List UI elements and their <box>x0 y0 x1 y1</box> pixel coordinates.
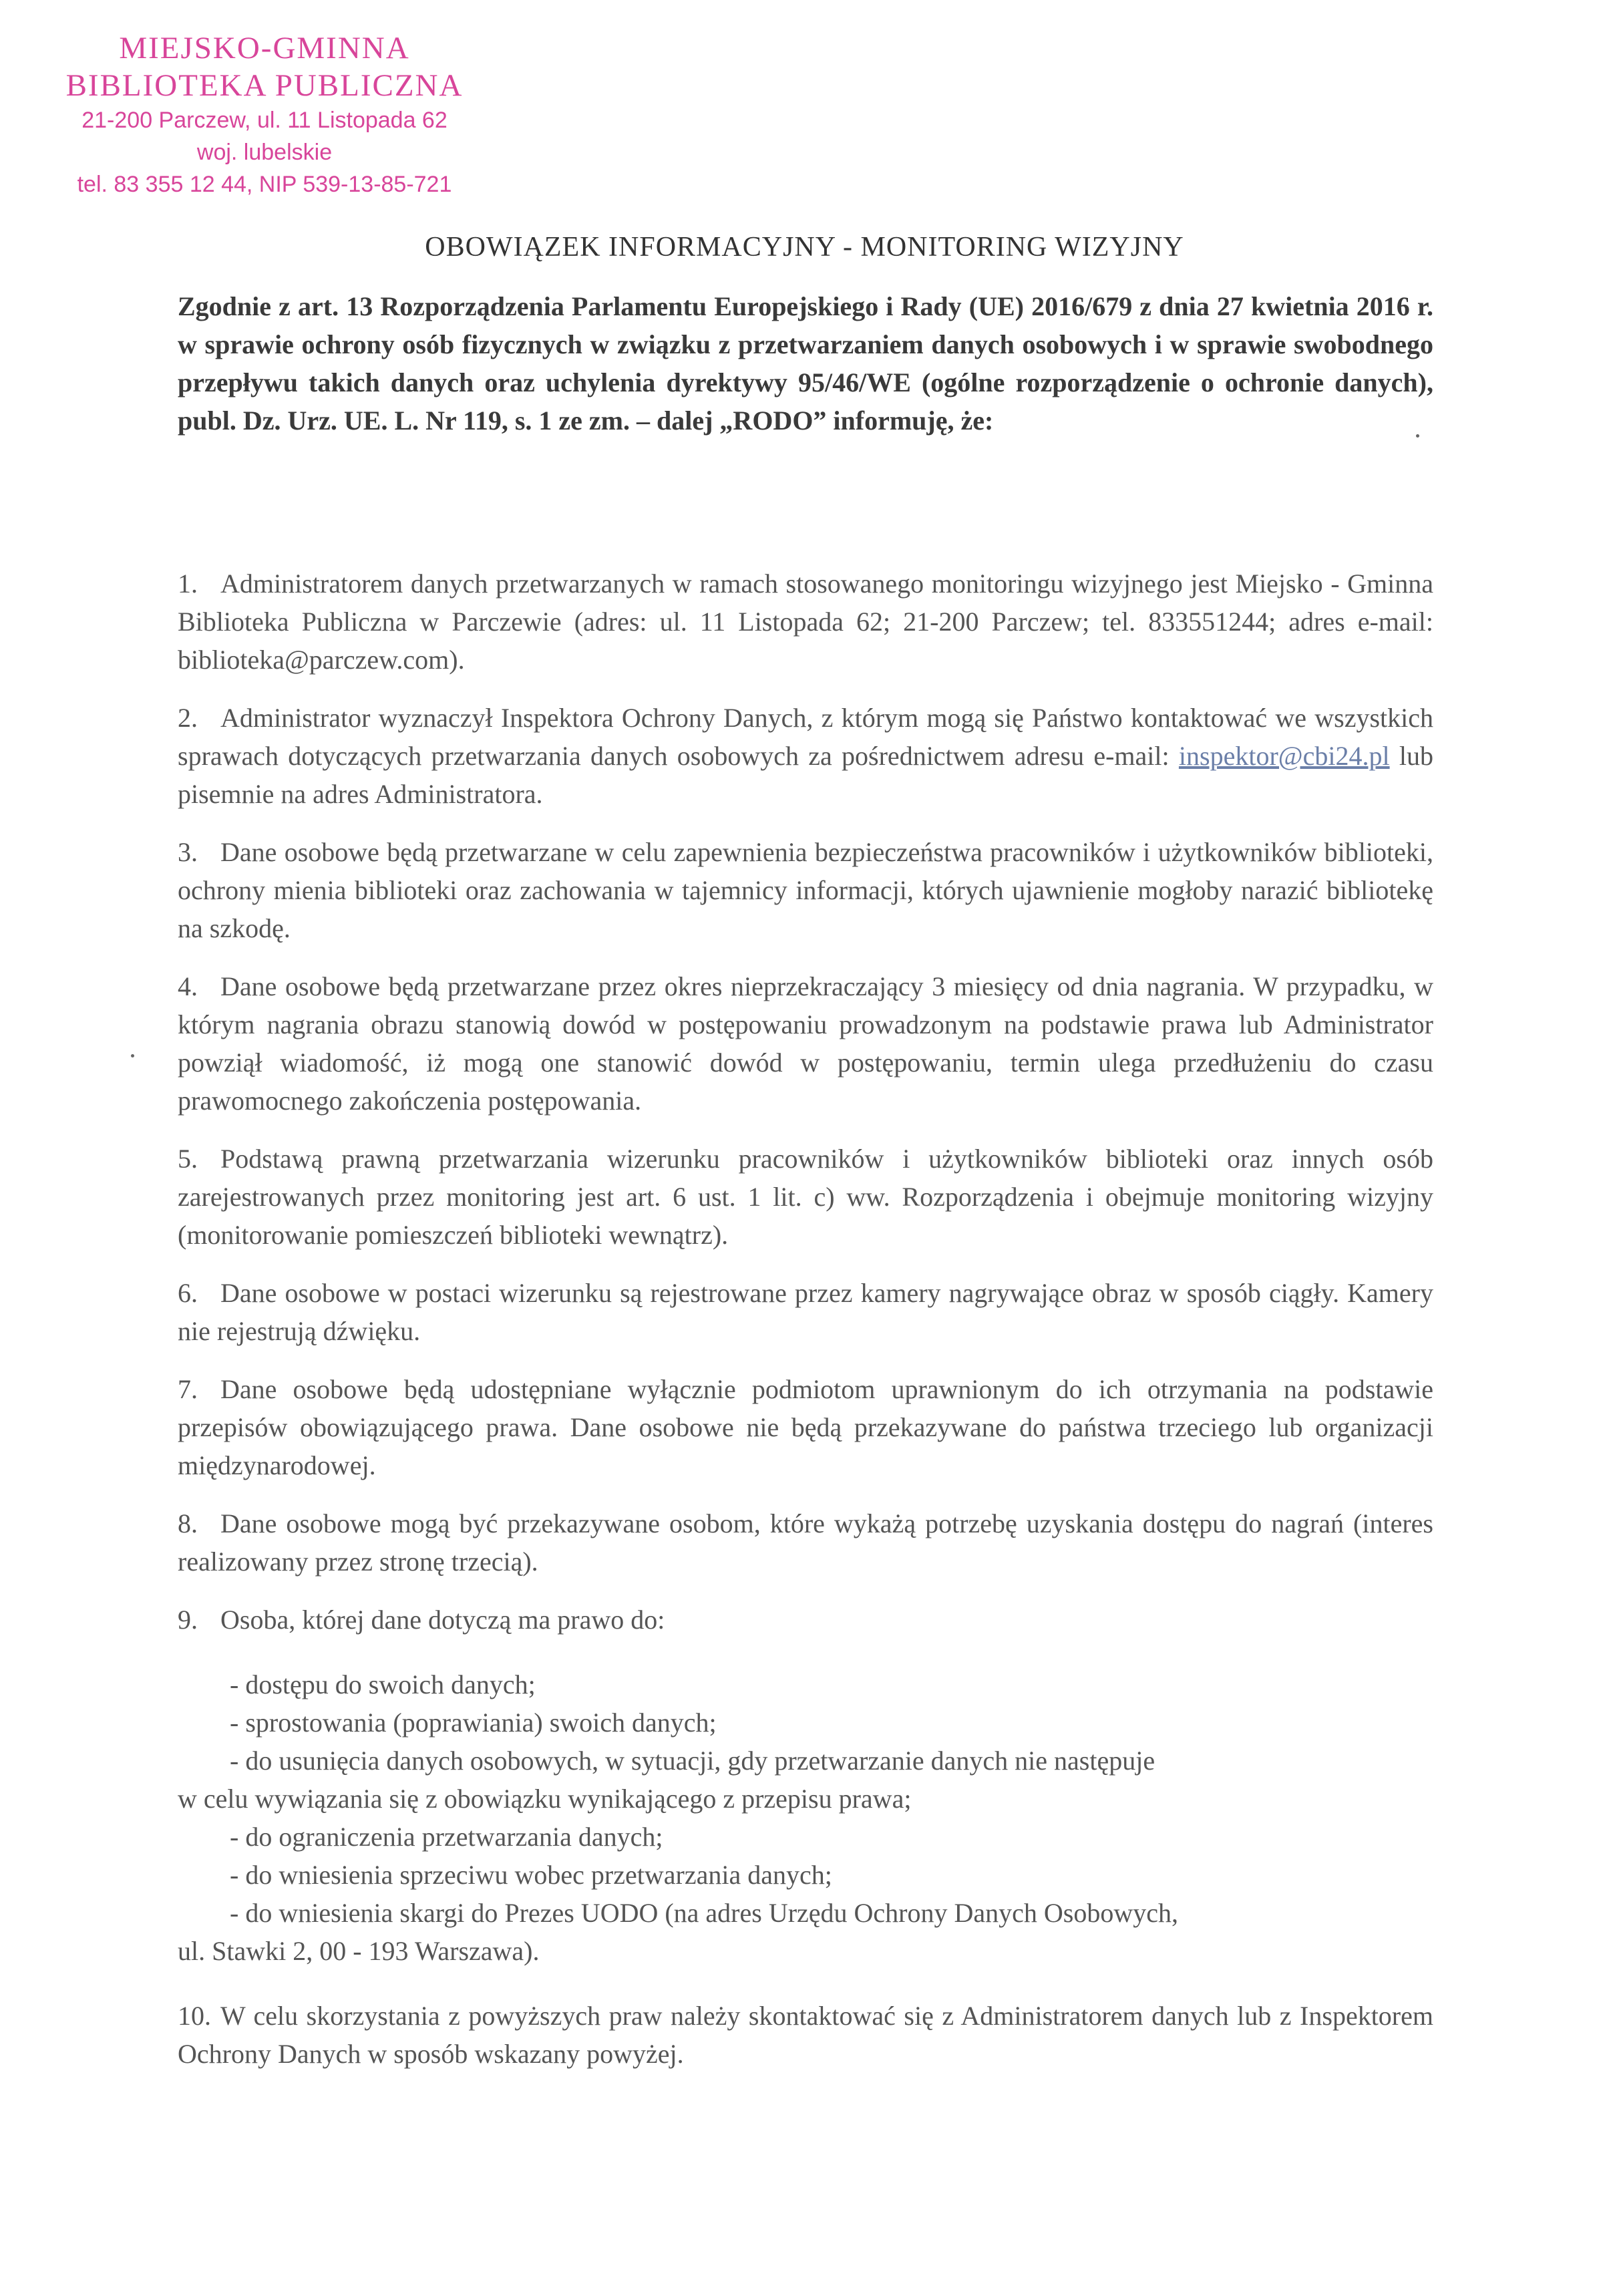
right-item: - do ograniczenia przetwarzania danych; <box>230 1822 663 1852</box>
list-item <box>178 699 1433 813</box>
list-item <box>178 1504 1433 1581</box>
stamp-org-line-2: BIBLIOTEKA PUBLICZNA <box>65 68 464 103</box>
right-item: - do wniesienia skargi do Prezes UODO (na adres Urzędu Ochrony Danych Osobowych, <box>230 1898 1178 1928</box>
item-text: Dane osobowe w postaci wizerunku są rejestrowane przez kamery nagrywające obraz w sposób ciągły. Kamery nie rejestrują dźwięku. <box>178 1278 1433 1346</box>
scan-speck <box>1416 434 1419 438</box>
right-item: - dostępu do swoich danych; <box>230 1669 536 1699</box>
item-text-end: lub pisemnie na adres Administratora. <box>178 741 1433 809</box>
item-number: 2. <box>178 703 198 733</box>
stamp-org-line-1: MIEJSKO-GMINNA <box>119 31 410 65</box>
scan-speck <box>131 1054 134 1057</box>
list-item <box>178 564 1433 679</box>
item-number: 6. <box>178 1278 198 1308</box>
dpo-email-link[interactable]: inspektor@cbi24.pl <box>1178 741 1390 771</box>
item-text: Dane osobowe będą przetwarzane przez okres nieprzekraczający 3 miesięcy od dnia nagrania. W przypadku, w którym nagrania obrazu stanowią dowód w postępowaniu prowadzonym na podstawie prawa lub Administrator powziął wiadomość, iż mogą one stanowić dowód w postępowaniu, termin ulega przedłużeniu do czasu prawomocnego zakończenia postępowania. <box>178 971 1433 1116</box>
item-text: Administrator wyznaczył Inspektora Ochrony Danych, z którym mogą się Państwo kontaktować we wszystkich sprawach dotyczących przetwarzania danych osobowych za pośrednictwem adresu e-mail: <box>178 703 1433 771</box>
right-item: - do usunięcia danych osobowych, w sytuacji, gdy przetwarzanie danych nie następuje <box>230 1746 1155 1776</box>
item-text: Dane osobowe będą przetwarzane w celu zapewnienia bezpieczeństwa pracowników i użytkowników biblioteki, ochrony mienia biblioteki oraz zachowania w tajemnicy informacji, których ujawnienie mogłoby narazić bibliotekę na szkodę. <box>178 837 1433 943</box>
item-text: Podstawą prawną przetwarzania wizerunku pracowników i użytkowników biblioteki oraz innych osób zarejestrowanych przez monitoring jest art. 6 ust. 1 lit. c) ww. Rozporządzenia i obejmuje monitoring wizyjny (monitorowanie pomieszczeń biblioteki wewnątrz). <box>178 1144 1433 1250</box>
list-item <box>178 1601 1433 1639</box>
right-item: - do wniesienia sprzeciwu wobec przetwarzania danych; <box>230 1860 832 1890</box>
stamp-contact: tel. 83 355 12 44, NIP 539-13-85-721 <box>77 172 452 197</box>
item-number: 4. <box>178 971 198 1001</box>
item-text: Osoba, której dane dotyczą ma prawo do: <box>220 1605 665 1635</box>
item-number: 1. <box>178 568 198 599</box>
intro-paragraph: Zgodnie z art. 13 Rozporządzenia Parlamentu Europejskiego i Rady (UE) 2016/679 z dnia 27 kwietnia 2016 r. w sprawie ochrony osób fizycznych w związku z przetwarzaniem danych osobowych i w sprawie swobodnego przepływu takich danych oraz uchylenia dyrektywy 95/46/WE (ogólne rozporządzenie o ochronie danych), publ. Dz. Urz. UE. L. Nr 119, s. 1 ze zm. – dalej „RODO” informuję, że: <box>178 291 1433 436</box>
document-title: OBOWIĄZEK INFORMACYJNY - MONITORING WIZYJNY <box>425 232 1184 263</box>
rights-list <box>178 1665 1433 1970</box>
item-number: 3. <box>178 837 198 867</box>
list-item <box>178 833 1433 947</box>
stamp-region: woj. lubelskie <box>196 140 333 165</box>
stamp-address: 21-200 Parczew, ul. 11 Listopada 62 <box>81 108 448 133</box>
list-item <box>178 967 1433 1120</box>
numbered-list <box>178 564 1433 2093</box>
item-number: 9. <box>178 1605 198 1635</box>
right-item: - sprostowania (poprawiania) swoich danych; <box>230 1707 717 1738</box>
item-text: Administratorem danych przetwarzanych w ramach stosowanego monitoringu wizyjnego jest Miejsko - Gminna Biblioteka Publiczna w Parczewie (adres: ul. 11 Listopada 62; 21-200 Parczew; tel. 833551244; adres e-mail: biblioteka@parczew.com). <box>178 568 1433 675</box>
item-number: 7. <box>178 1374 198 1404</box>
item-text: W celu skorzystania z powyższych praw należy skontaktować się z Administratorem danych lub z Inspektorem Ochrony Danych w sposób wskazany powyżej. <box>178 2001 1433 2069</box>
right-item-continuation: w celu wywiązania się z obowiązku wynikającego z przepisu prawa; <box>178 1784 912 1814</box>
list-item <box>178 1997 1433 2073</box>
item-number: 10. <box>178 2001 211 2031</box>
library-stamp <box>37 29 492 200</box>
list-item <box>178 1274 1433 1350</box>
list-item <box>178 1140 1433 1254</box>
list-item <box>178 1370 1433 1484</box>
item-text: Dane osobowe będą udostępniane wyłącznie podmiotom uprawnionym do ich otrzymania na podstawie przepisów obowiązującego prawa. Dane osobowe nie będą przekazywane do państwa trzeciego lub organizacji międzynarodowej. <box>178 1374 1433 1480</box>
item-number: 8. <box>178 1508 198 1538</box>
item-number: 5. <box>178 1144 198 1174</box>
item-text: Dane osobowe mogą być przekazywane osobom, które wykażą potrzebę uzyskania dostępu do nagrań (interes realizowany przez stronę trzecią). <box>178 1508 1433 1577</box>
right-item-continuation: ul. Stawki 2, 00 - 193 Warszawa). <box>178 1936 540 1966</box>
